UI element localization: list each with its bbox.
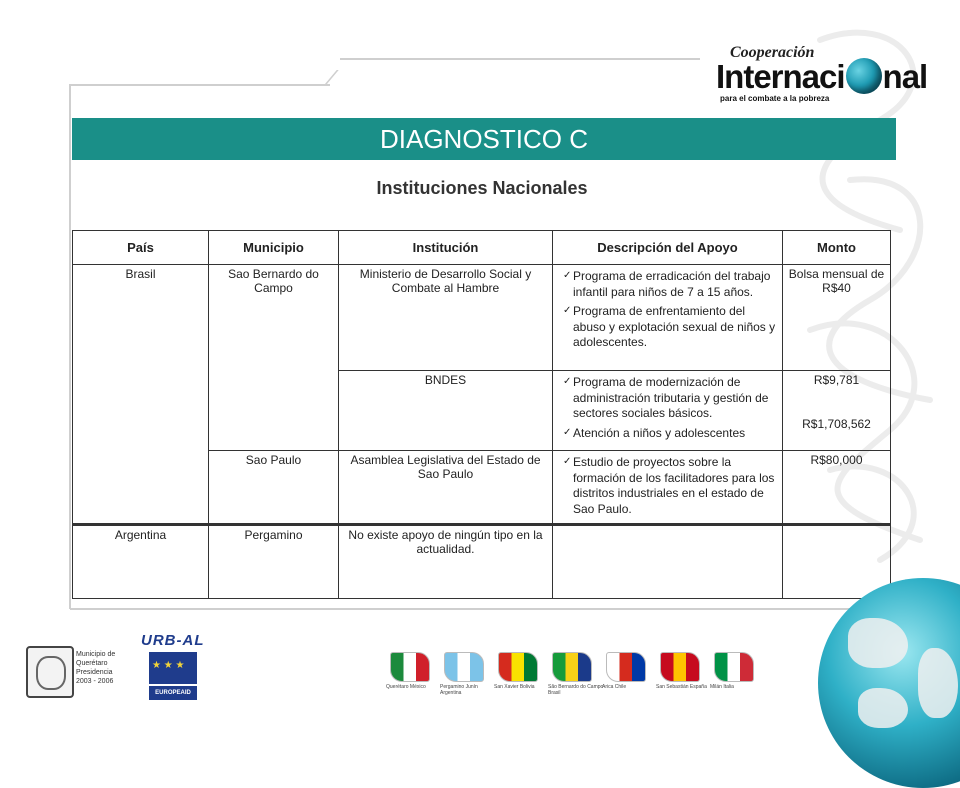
flag-caption: San Sebastián España <box>656 684 707 690</box>
cell-municipio-pergamino: Pergamino <box>209 525 339 599</box>
eu-flag-icon <box>149 652 197 684</box>
cell-monto-ministerio: Bolsa mensual de R$40 <box>783 265 891 371</box>
frame-left-line <box>69 84 71 609</box>
section-subtitle: Instituciones Nacionales <box>376 178 588 198</box>
header-pais: País <box>73 231 209 265</box>
partner-flag <box>386 650 434 706</box>
cell-descripcion-ministerio <box>553 265 783 371</box>
cell-pais-argentina: Argentina <box>73 525 209 599</box>
partner-flag <box>710 650 758 706</box>
queretaro-line: Municipio de <box>76 651 116 658</box>
queretaro-seal-icon <box>26 646 74 698</box>
monto-bndes-1: R$9,781 <box>813 373 860 387</box>
queretaro-line: Querétaro <box>76 660 108 667</box>
flag-caption: Pergamino Junín Argentina <box>440 684 478 696</box>
queretaro-line: 2003 - 2006 <box>76 678 114 685</box>
list-item: ✓ Programa de erradicación del trabajo infantil para niños de 7 a 15 años. <box>565 269 778 300</box>
partner-flag <box>656 650 707 706</box>
flag-icon <box>390 652 430 682</box>
partner-flag <box>548 650 604 706</box>
flag-caption: San Xavier Bolivia <box>494 684 535 690</box>
flag-icon <box>714 652 754 682</box>
cell-municipio-sao-paulo: Sao Paulo <box>209 451 339 525</box>
flag-icon <box>606 652 646 682</box>
cell-pais-brasil: Brasil <box>73 265 209 525</box>
partner-flag <box>602 650 650 706</box>
header-monto: Monto <box>783 231 891 265</box>
cell-institucion-bndes: BNDES <box>339 371 553 451</box>
flag-icon <box>552 652 592 682</box>
flag-icon <box>444 652 484 682</box>
institutions-table <box>72 230 891 599</box>
monto-bndes-2: R$1,708,562 <box>802 417 871 431</box>
frame-top-diagonal <box>323 70 338 86</box>
cell-descripcion-bndes <box>553 371 783 451</box>
table-row <box>73 525 891 599</box>
cell-institucion-argentina: No existe apoyo de ningún tipo en la actualidad. <box>339 525 553 599</box>
logo-script-text: Cooperación <box>730 44 815 61</box>
frame-top-right-line <box>340 58 700 60</box>
list-item: ✓ Estudio de proyectos sobre la formación de los facilitadores para los distritos industriales en el estado de Sao Paulo. <box>565 455 778 517</box>
flag-caption: São Bernardo do Campo Brasil <box>548 684 604 696</box>
queretaro-logo <box>26 646 120 698</box>
flag-icon <box>660 652 700 682</box>
globe-icon <box>846 58 882 94</box>
cell-monto-asamblea: R$80,000 <box>783 451 891 525</box>
logo-big-text <box>716 58 927 96</box>
header-municipio: Municipio <box>209 231 339 265</box>
flag-caption: Arica Chile <box>602 684 627 690</box>
frame-top-line <box>70 84 330 86</box>
urbal-title: URB-AL <box>141 632 205 649</box>
list-item: ✓ Programa de enfrentamiento del abuso y explotación sexual de niños y adolescentes. <box>565 304 778 351</box>
table-header-row <box>73 231 891 265</box>
list-item: ✓ Atención a niños y adolescentes <box>565 426 778 442</box>
list-item: ✓ Programa de modernización de administración tributaria y gestión de sectores sociales básicos. <box>565 375 778 422</box>
cell-descripcion-argentina <box>553 525 783 599</box>
frame-bottom-line <box>70 608 890 610</box>
europeaid-label: EUROPEAID <box>149 686 197 700</box>
urbal-europeaid-logo <box>141 632 207 704</box>
title-banner <box>72 118 896 160</box>
cell-municipio-sao-bernardo: Sao Bernardo do Campo <box>209 265 339 451</box>
flag-icon <box>498 652 538 682</box>
flag-caption: Milán Italia <box>710 684 734 690</box>
partner-flags <box>386 650 786 706</box>
globe-land-shape <box>918 648 958 718</box>
globe-land-shape <box>848 618 908 668</box>
cell-institucion-asamblea: Asamblea Legislativa del Estado de Sao Paulo <box>339 451 553 525</box>
logo-big-start: Internaci <box>716 58 845 95</box>
table-row <box>73 265 891 371</box>
cell-descripcion-asamblea <box>553 451 783 525</box>
cell-monto-bndes <box>783 371 891 451</box>
partner-flag <box>440 650 488 706</box>
cell-institucion-ministerio: Ministerio de Desarrollo Social y Combate al Hambre <box>339 265 553 371</box>
logo-tagline: para el combate a la pobreza <box>720 94 830 103</box>
cell-monto-argentina <box>783 525 891 599</box>
header-institucion: Institución <box>339 231 553 265</box>
partner-flag <box>494 650 542 706</box>
header-descripcion: Descripción del Apoyo <box>553 231 783 265</box>
logo-big-end: nal <box>882 58 928 95</box>
queretaro-text <box>76 650 115 686</box>
globe-land-shape <box>858 688 908 728</box>
cooperacion-internacional-logo <box>716 44 942 110</box>
queretaro-line: Presidencia <box>76 669 113 676</box>
page-title: DIAGNOSTICO C <box>379 124 588 154</box>
flag-caption: Querétaro México <box>386 684 426 690</box>
